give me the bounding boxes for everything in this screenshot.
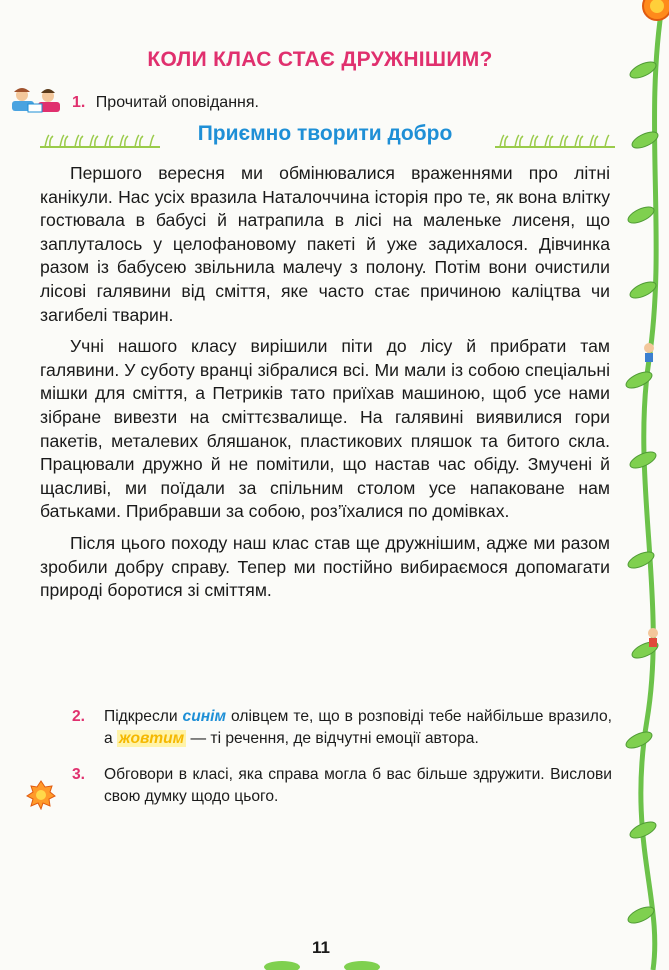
task-1	[72, 92, 259, 114]
grass-decoration-left	[40, 132, 160, 148]
task-2-number: 2.	[72, 708, 86, 725]
task-2-yellow-word: жовтим	[119, 730, 185, 747]
task-2-blue-word: синім	[182, 708, 227, 725]
story-header	[0, 120, 640, 154]
task-1-text: Прочитай оповідання.	[95, 94, 259, 111]
task-3-number: 3.	[72, 766, 86, 783]
page-number: 11	[312, 938, 330, 957]
story-text	[40, 162, 610, 611]
task-2-text-part2: олівцем те, що в розповіді тебе найбільше вразило, а	[104, 708, 612, 747]
reading-kids-icon	[8, 86, 70, 116]
group-discussion-icon	[26, 780, 56, 810]
grass-decoration-right	[495, 132, 615, 148]
story-paragraph-2: Учні нашого класу вирішили піти до лісу й прибрати там галявини. У суботу вранці зібралися всі. Ми мали із собою спеціальні мішки для сміття, а Петриків тато приїхав машиною, щоб усе нами зібране вивезти на сміттєзвалище. На галявині виявилися гори пакетів, металевих бляшанок, пластикових пляшок та битого скла. Працювали дружно й не помітили, що настав час обіду. Змучені й щасливі, ми поїдали за спільним столом усе напаковане нам батьками. Прибравши за собою, роз’їхалися по домівках.	[40, 336, 610, 522]
page-title: КОЛИ КЛАС СТАЄ ДРУЖНІШИМ?	[147, 48, 493, 71]
task-3	[72, 764, 612, 808]
sun-icon	[623, 0, 669, 30]
task-2-text-part1: Підкресли	[104, 708, 183, 725]
story-paragraph-1: Першого вересня ми обмінювалися враженнями про літні канікули. Нас усіх вразила Наталоччина історія про те, як вона влітку гостювала в бабусі й натрапила в лісі на маленьке лисеня, що заплуталось у целофановому пакеті й уже задихалося. Дівчинка разом із бабусею звільнила малечу з полону. Потім вони очистили лісові галявини від сміття, яке часто стає причиною каліцтва чи загибелі тварин.	[40, 163, 610, 325]
task-2-text-part3: — ті речення, де відчутні емоції автора.	[186, 730, 479, 747]
task-2	[72, 706, 612, 750]
task-list	[72, 706, 612, 818]
leaf-decoration-bottom	[262, 955, 382, 970]
story-title: Приємно творити добро	[197, 122, 453, 145]
story-paragraph-3: Після цього походу наш клас став ще дружнішим, адже ми разом зробили добру справу. Тепер ми постійно вибираємося допомагати природі боротися зі сміттям.	[40, 532, 610, 601]
task-3-text: Обговори в класі, яка справа могла б вас більше здружити. Вислови свою думку щодо цього.	[104, 766, 612, 805]
task-1-number: 1.	[72, 94, 86, 111]
